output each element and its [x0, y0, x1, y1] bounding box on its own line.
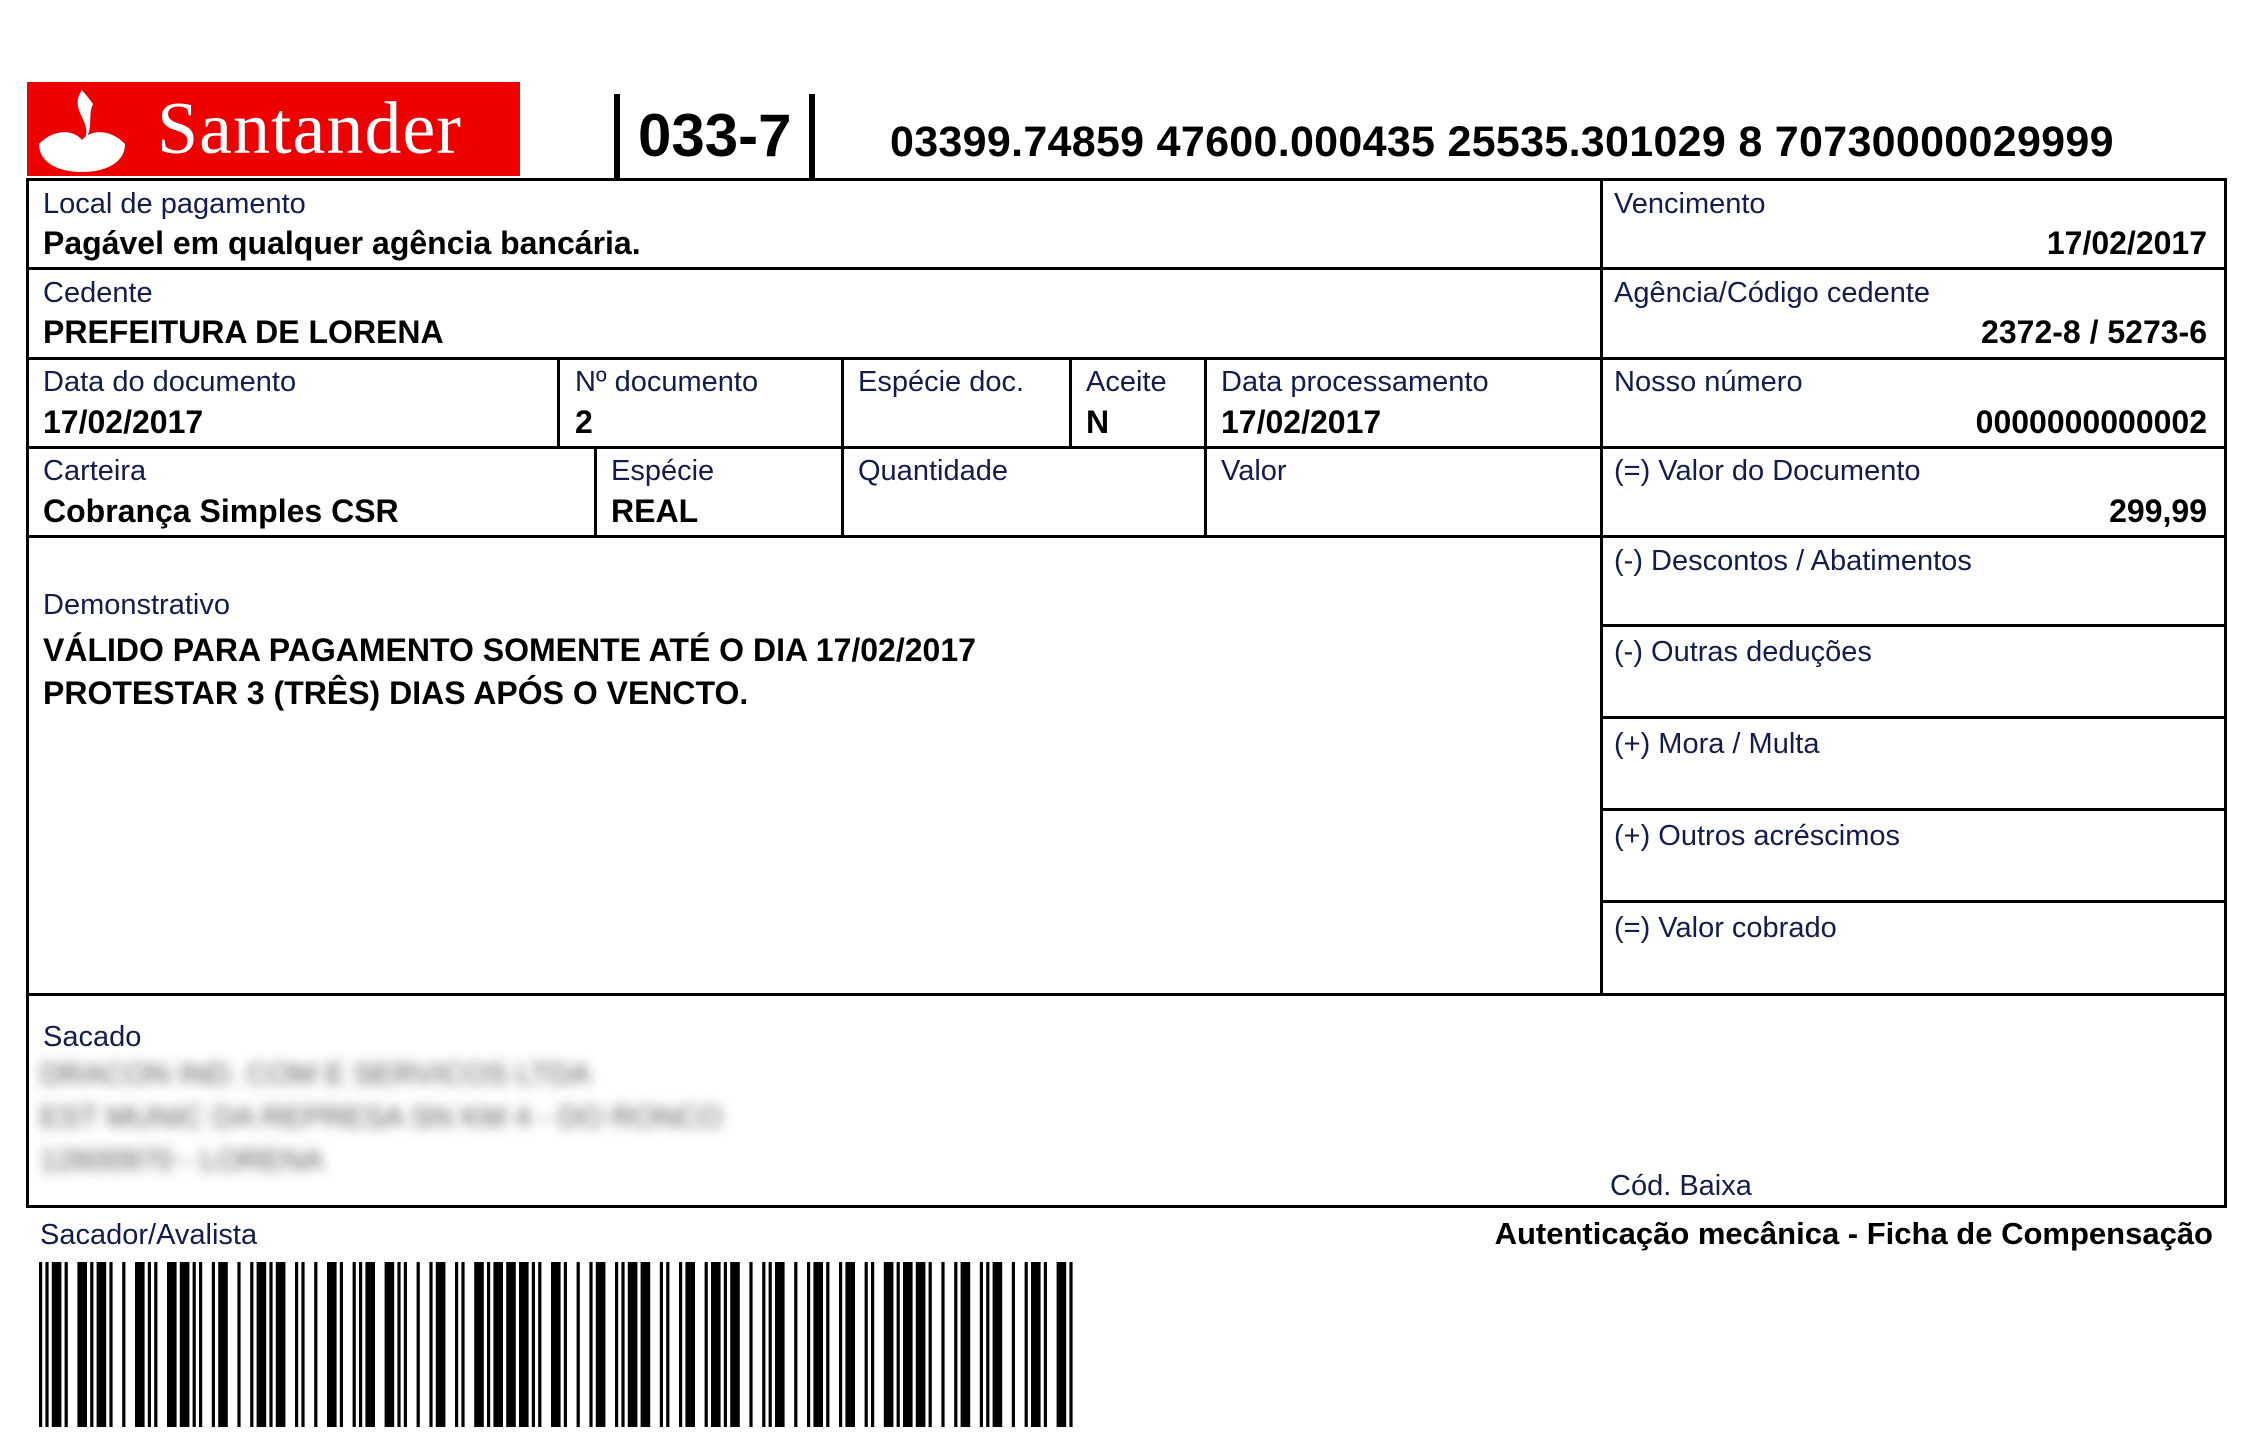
barcode-bar [711, 1262, 721, 1427]
mora-multa-label: (+) Mora / Multa [1614, 728, 1820, 760]
santander-logo [27, 82, 520, 176]
nosso-numero-label: Nosso número [1614, 366, 1803, 398]
barcode-bar [148, 1262, 151, 1427]
vencimento-label: Vencimento [1614, 188, 1766, 220]
flame-icon [27, 82, 137, 176]
frame-top [26, 178, 2227, 181]
cell-divider [1204, 446, 1207, 538]
barcode-bar [628, 1262, 638, 1427]
barcode-bar [980, 1262, 983, 1427]
cell-divider [841, 446, 844, 538]
especie-doc-label: Espécie doc. [858, 366, 1025, 398]
cell-divider [557, 357, 560, 449]
local-pagamento-value: Pagável em qualquer agência bancária. [43, 225, 641, 261]
sacado-address: EST MUNIC DA REPRESA SN KM 4 - DO RONCO [40, 1101, 723, 1134]
valor-label: Valor [1221, 455, 1287, 487]
carteira-value: Cobrança Simples CSR [43, 493, 399, 529]
barcode-bar [154, 1262, 157, 1427]
carteira-label: Carteira [43, 455, 147, 487]
barcode-bar [986, 1262, 989, 1427]
vencimento-value: 17/02/2017 [2046, 225, 2207, 261]
barcode-bar [929, 1262, 932, 1427]
barcode-bar [122, 1262, 125, 1427]
barcode-bar [212, 1262, 215, 1427]
barcode-bar [385, 1262, 395, 1427]
barcode-bar [775, 1262, 785, 1427]
barcode-bar [276, 1262, 286, 1427]
barcode-bar [97, 1262, 107, 1427]
barcode-bar [340, 1262, 343, 1427]
barcode-bar [301, 1262, 304, 1427]
barcode-bar [762, 1262, 765, 1427]
barcode-bar [429, 1262, 432, 1427]
barcode-bar [39, 1262, 42, 1427]
barcode-bar [589, 1262, 592, 1427]
bank-code: 033-7 [614, 94, 815, 178]
barcode-bar [135, 1262, 145, 1427]
cedente-label: Cedente [43, 277, 153, 309]
barcode-bar [660, 1262, 663, 1427]
barcode-bar [666, 1262, 669, 1427]
cedente-value: PREFEITURA DE LORENA [43, 314, 444, 350]
barcode-bar [269, 1262, 272, 1427]
barcode-bar [749, 1262, 752, 1427]
demonstrativo-label: Demonstrativo [43, 589, 230, 621]
cell-divider [1204, 357, 1207, 449]
barcode-bar [564, 1262, 567, 1427]
barcode-bar [397, 1262, 400, 1427]
barcode-bar [257, 1262, 267, 1427]
barcode-bar [295, 1262, 298, 1427]
barcode-bar [705, 1262, 708, 1427]
valor-documento-value: 299,99 [2109, 493, 2207, 529]
barcode-bar [327, 1262, 337, 1427]
frame-left [26, 178, 29, 1208]
barcode-bar [916, 1262, 926, 1427]
barcode-bar [109, 1262, 112, 1427]
row-line [1600, 624, 2227, 627]
barcode-bar [532, 1262, 535, 1427]
row-line [26, 535, 2227, 538]
row-line [26, 357, 2227, 360]
barcode-bar [359, 1262, 362, 1427]
barcode-bar [237, 1262, 240, 1427]
barcode-bar [794, 1262, 797, 1427]
agencia-label: Agência/Código cedente [1614, 277, 1931, 309]
barcode-bar [679, 1262, 682, 1427]
barcode-bar [596, 1262, 606, 1427]
barcode-bar [538, 1262, 541, 1427]
barcode-bar [641, 1262, 651, 1427]
barcode-bar [769, 1262, 772, 1427]
barcode-bar [615, 1262, 618, 1427]
sacado-name: DRACON IND. COM E SERVICOS LTDA [40, 1058, 591, 1091]
cell-divider [1069, 357, 1072, 449]
barcode-bar [871, 1262, 874, 1427]
barcode-bar [1025, 1262, 1028, 1427]
digitable-line: 03399.74859 47600.000435 25535.301029 8 70730000029999 [890, 118, 2114, 166]
barcode-bar [685, 1262, 695, 1427]
barcode-bar [353, 1262, 356, 1427]
barcode-bar [65, 1262, 68, 1427]
bank-name: Santander [157, 88, 462, 170]
barcode-bar [993, 1262, 1003, 1427]
cell-divider [841, 357, 844, 449]
barcode-bar [1069, 1262, 1072, 1427]
barcode-bar [1031, 1262, 1041, 1427]
numero-documento-value: 2 [575, 404, 593, 440]
barcode-bar [884, 1262, 894, 1427]
valor-cobrado-label: (=) Valor cobrado [1614, 912, 1837, 944]
barcode-bar [506, 1262, 516, 1427]
barcode-bar [865, 1262, 868, 1427]
barcode-bar [839, 1262, 842, 1427]
barcode-bar [903, 1262, 913, 1427]
barcode-bar [845, 1262, 855, 1427]
aceite-label: Aceite [1086, 366, 1167, 398]
barcode-bar [519, 1262, 529, 1427]
quantidade-label: Quantidade [858, 455, 1008, 487]
barcode-bar [180, 1262, 190, 1427]
barcode-bar [941, 1262, 944, 1427]
especie-label: Espécie [611, 455, 715, 487]
barcode-bar [461, 1262, 464, 1427]
barcode-bar [455, 1262, 458, 1427]
barcode-bar [954, 1262, 957, 1427]
barcode-bar [813, 1262, 823, 1427]
autenticacao-label: Autenticação mecânica - Ficha de Compensação [1494, 1216, 2213, 1251]
data-processamento-label: Data processamento [1221, 366, 1489, 398]
row-line [1600, 900, 2227, 903]
data-processamento-value: 17/02/2017 [1221, 404, 1382, 440]
barcode-bar [199, 1262, 202, 1427]
row-line [1600, 716, 2227, 719]
barcode-bar [314, 1262, 317, 1427]
barcode-bar [551, 1262, 561, 1427]
agencia-value: 2372-8 / 5273-6 [1981, 314, 2207, 350]
cod-baixa-label: Cód. Baixa [1610, 1170, 1752, 1202]
numero-documento-label: Nº documento [575, 366, 759, 398]
barcode-bar [77, 1262, 87, 1427]
barcode-bar [1012, 1262, 1015, 1427]
barcode-bar [90, 1262, 93, 1427]
barcode-bar [474, 1262, 484, 1427]
demonstrativo-line-1: VÁLIDO PARA PAGAMENTO SOMENTE ATÉ O DIA 17/02/2017 [43, 632, 976, 668]
column-divider [1600, 178, 1603, 996]
barcode-bar [1044, 1262, 1047, 1427]
barcode-bar [493, 1262, 503, 1427]
descontos-label: (-) Descontos / Abatimentos [1614, 545, 1972, 577]
frame-right [2224, 178, 2227, 1208]
barcode-bar [730, 1262, 740, 1427]
barcode-bar [45, 1262, 48, 1427]
outros-acrescimos-label: (+) Outros acréscimos [1614, 820, 1901, 852]
barcode-bar [577, 1262, 580, 1427]
barcode-bar [1057, 1262, 1067, 1427]
barcode-bar [193, 1262, 196, 1427]
outras-deducoes-label: (-) Outras deduções [1614, 636, 1872, 668]
aceite-value: N [1086, 404, 1110, 440]
local-pagamento-label: Local de pagamento [43, 188, 306, 220]
barcode-bar [487, 1262, 490, 1427]
row-line [26, 267, 2227, 270]
row-line [26, 446, 2227, 449]
barcode-bar [218, 1262, 228, 1427]
barcode-bar [724, 1262, 727, 1427]
barcode-bar [807, 1262, 810, 1427]
valor-documento-label: (=) Valor do Documento [1614, 455, 1921, 487]
barcode-bar [404, 1262, 407, 1427]
barcode-bar [365, 1262, 375, 1427]
barcode-bar [621, 1262, 624, 1427]
nosso-numero-value: 0000000000002 [1975, 404, 2207, 440]
barcode-bar [167, 1262, 177, 1427]
sacador-avalista-label: Sacador/Avalista [40, 1219, 258, 1251]
sacado-label: Sacado [43, 1021, 142, 1053]
barcode-bar [826, 1262, 829, 1427]
sacado-city: 12600970 - LORENA [40, 1144, 324, 1177]
row-line [1600, 808, 2227, 811]
barcode [39, 1262, 1499, 1427]
data-documento-label: Data do documento [43, 366, 297, 398]
cell-divider [594, 446, 597, 538]
row-line [26, 993, 2227, 996]
especie-value: REAL [611, 493, 699, 529]
barcode-bar [250, 1262, 253, 1427]
barcode-bar [897, 1262, 900, 1427]
data-documento-value: 17/02/2017 [43, 404, 204, 440]
barcode-bar [417, 1262, 420, 1427]
barcode-bar [961, 1262, 971, 1427]
demonstrativo-line-2: PROTESTAR 3 (TRÊS) DIAS APÓS O VENCTO. [43, 675, 749, 711]
barcode-bar [436, 1262, 446, 1427]
barcode-bar [52, 1262, 62, 1427]
frame-bottom [26, 1205, 2227, 1208]
